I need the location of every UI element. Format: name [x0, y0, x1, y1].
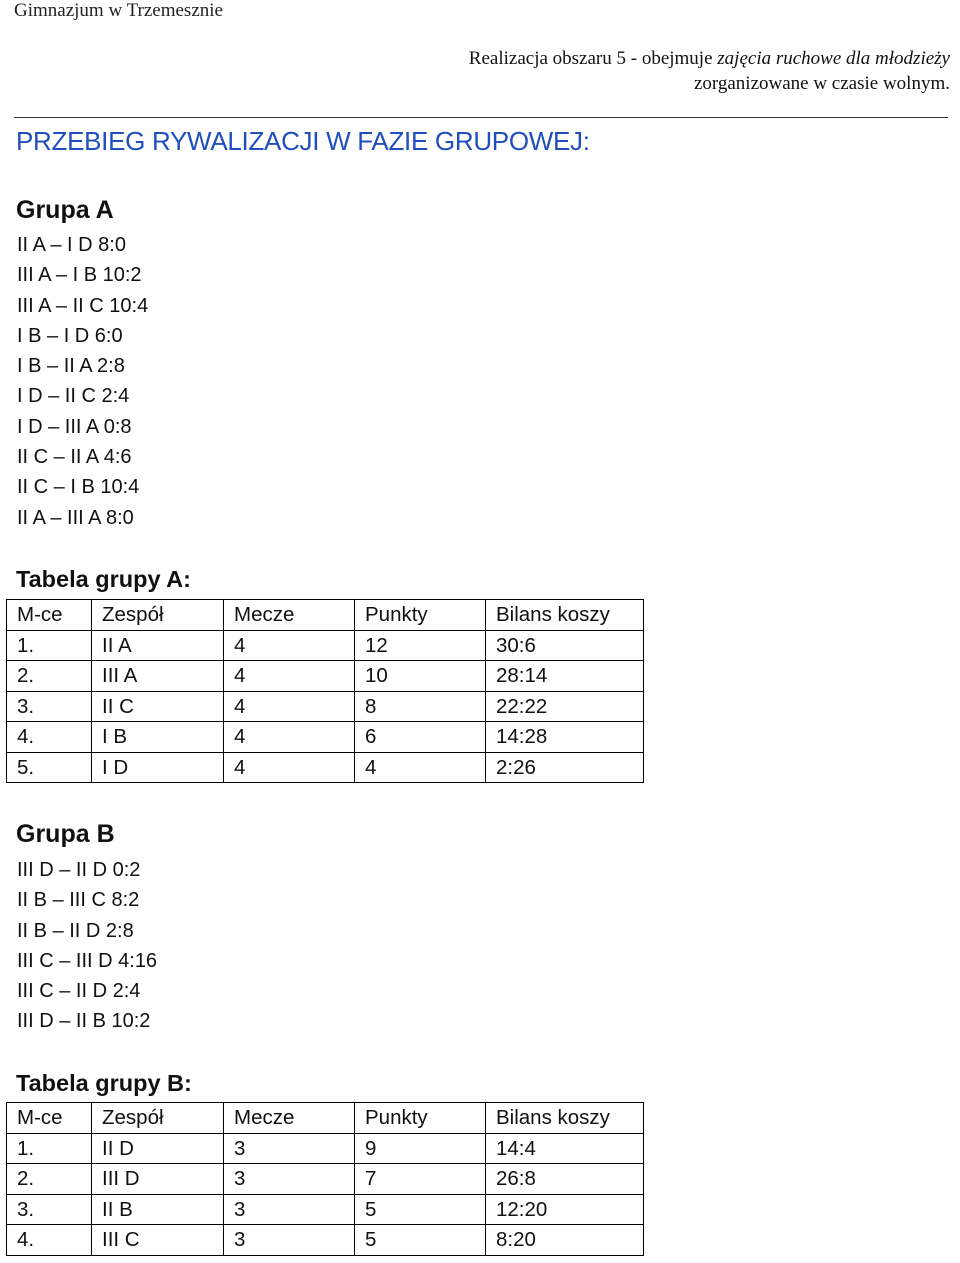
match-item: III C – III D 4:16 [17, 949, 158, 972]
header-cell: M-ce [7, 1103, 92, 1134]
table-cell: 4 [224, 661, 355, 692]
match-item: II A – III A 8:0 [17, 506, 134, 529]
table-cell: 28:14 [486, 661, 644, 692]
table-cell: 22:22 [486, 691, 644, 722]
group-b-title: Grupa B [16, 820, 115, 848]
match-item: III C – II D 2:4 [17, 980, 141, 1003]
table-header-row [7, 1103, 644, 1134]
table-cell: 4 [224, 752, 355, 783]
header-cell: Punkty [355, 1103, 486, 1134]
table-cell: 2:26 [486, 752, 644, 783]
group-b-standings-table [6, 1102, 644, 1256]
table-row [7, 661, 644, 692]
table-cell: 5. [7, 752, 92, 783]
table-row [7, 1194, 644, 1225]
group-b-table-title: Tabela grupy B: [16, 1070, 192, 1096]
table-cell: II A [92, 630, 224, 661]
table-row [7, 630, 644, 661]
header-cell: Bilans koszy [486, 1103, 644, 1134]
realization-line-2: zorganizowane w czasie wolnym. [693, 73, 950, 94]
table-cell: 5 [355, 1194, 486, 1225]
header-cell: Punkty [355, 600, 486, 631]
table-cell: II B [92, 1194, 224, 1225]
group-a-title: Grupa A [16, 196, 114, 224]
table-cell: 4 [224, 691, 355, 722]
header-cell: Zespół [92, 600, 224, 631]
realization-line-1 [469, 46, 950, 71]
table-cell: 4 [224, 630, 355, 661]
table-cell: 3 [224, 1133, 355, 1164]
match-item: II C – I B 10:4 [17, 476, 140, 499]
match-item: I B – I D 6:0 [17, 324, 123, 347]
match-item: III A – II C 10:4 [17, 294, 149, 317]
table-cell: 7 [355, 1164, 486, 1195]
group-a-standings-table [6, 599, 644, 783]
table-cell: 1. [7, 630, 92, 661]
table-cell: 6 [355, 722, 486, 753]
table-row [7, 1133, 644, 1164]
table-cell: 26:8 [486, 1164, 644, 1195]
header-divider [14, 117, 948, 118]
table-cell: 2. [7, 1164, 92, 1195]
table-cell: 4. [7, 1225, 92, 1256]
table-header-row [7, 600, 644, 631]
table-cell: III D [92, 1164, 224, 1195]
table-cell: 3 [224, 1164, 355, 1195]
table-cell: III C [92, 1225, 224, 1256]
table-row [7, 1164, 644, 1195]
table-cell: 8:20 [486, 1225, 644, 1256]
match-item: III D – II D 0:2 [17, 859, 141, 881]
table-cell: I B [92, 722, 224, 753]
table-cell: II C [92, 691, 224, 722]
realization-note [469, 46, 950, 96]
group-a-table-title: Tabela grupy A: [16, 566, 191, 592]
table-cell: 8 [355, 691, 486, 722]
table-cell: 4 [355, 752, 486, 783]
table-cell: 3 [224, 1225, 355, 1256]
table-cell: 3. [7, 691, 92, 722]
header-cell: Mecze [224, 1103, 355, 1134]
table-row [7, 691, 644, 722]
table-cell: 4. [7, 722, 92, 753]
table-cell: 12 [355, 630, 486, 661]
table-cell: II D [92, 1133, 224, 1164]
match-item: III D – II B 10:2 [17, 1010, 151, 1033]
page-title: PRZEBIEG RYWALIZACJI W FAZIE GRUPOWEJ: [16, 126, 590, 156]
school-name: Gimnazjum w Trzemesznie [14, 0, 223, 21]
header-cell: M-ce [7, 600, 92, 631]
match-item: I D – II C 2:4 [17, 385, 130, 408]
table-cell: 14:28 [486, 722, 644, 753]
header-cell: Bilans koszy [486, 600, 644, 631]
table-cell: 30:6 [486, 630, 644, 661]
table-cell: 12:20 [486, 1194, 644, 1225]
table-cell: 10 [355, 661, 486, 692]
table-row [7, 1225, 644, 1256]
table-row [7, 752, 644, 783]
table-cell: 5 [355, 1225, 486, 1256]
table-cell: 9 [355, 1133, 486, 1164]
match-item: III A – I B 10:2 [17, 264, 142, 287]
match-item: I B – II A 2:8 [17, 355, 125, 378]
table-cell: 14:4 [486, 1133, 644, 1164]
table-cell: 3. [7, 1194, 92, 1225]
realization-italic: zajęcia ruchowe dla młodzieży [717, 48, 950, 69]
table-cell: 1. [7, 1133, 92, 1164]
group-a-matches [17, 230, 148, 533]
match-item: II B – III C 8:2 [17, 889, 140, 912]
match-item: II B – II D 2:8 [17, 919, 134, 942]
match-item: II A – I D 8:0 [17, 234, 126, 256]
match-item: I D – III A 0:8 [17, 415, 132, 438]
table-cell: 2. [7, 661, 92, 692]
table-cell: III A [92, 661, 224, 692]
table-cell: I D [92, 752, 224, 783]
table-row [7, 722, 644, 753]
table-cell: 4 [224, 722, 355, 753]
group-b-matches [17, 855, 157, 1037]
table-cell: 3 [224, 1194, 355, 1225]
header-cell: Zespół [92, 1103, 224, 1134]
header-cell: Mecze [224, 600, 355, 631]
match-item: II C – II A 4:6 [17, 446, 132, 469]
realization-prefix: Realizacja obszaru 5 - obejmuje [468, 48, 718, 69]
